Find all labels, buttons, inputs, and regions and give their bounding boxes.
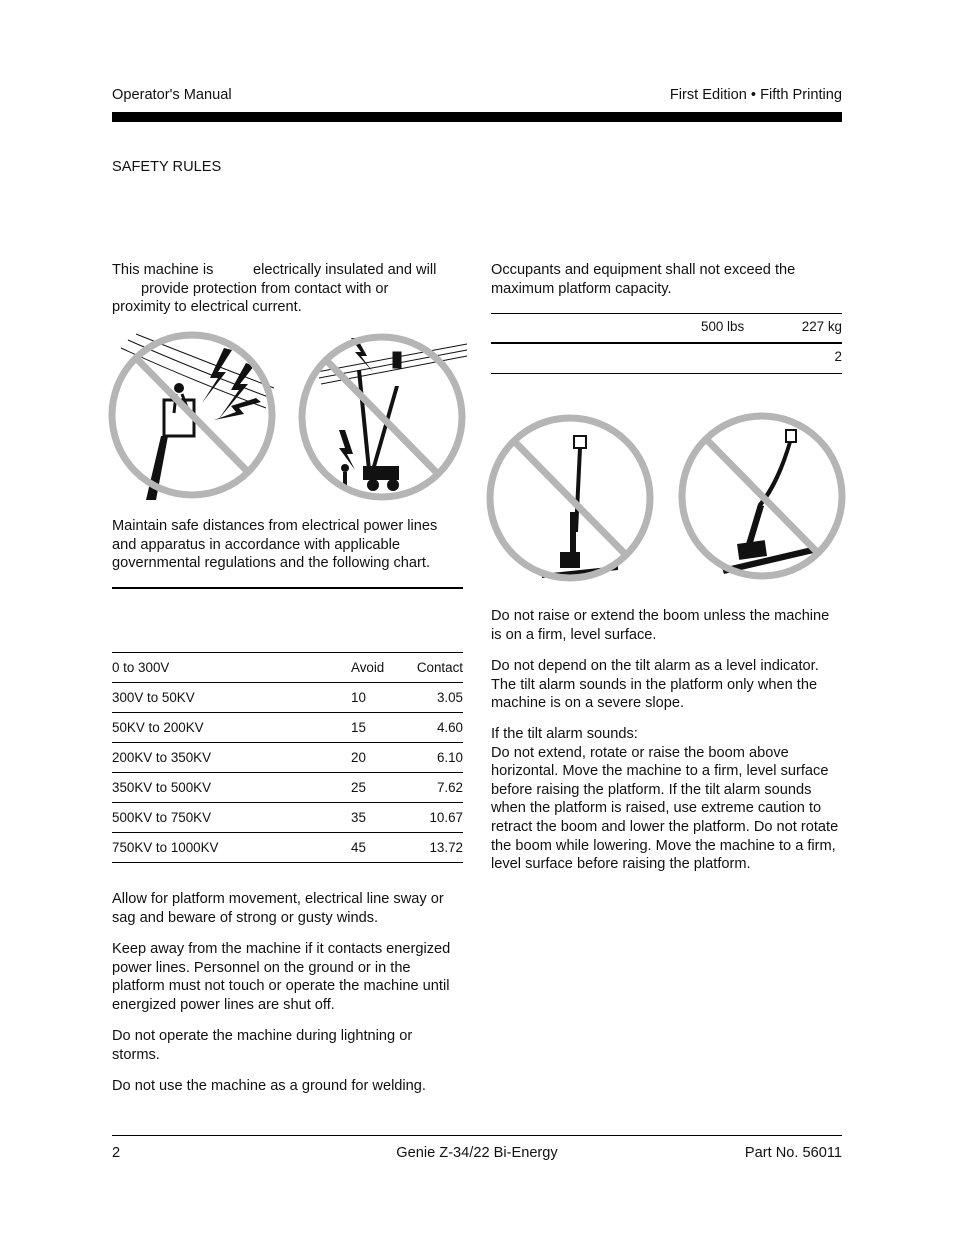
power-line-illustration-2 — [297, 330, 472, 505]
capacity-occupants-row — [491, 348, 842, 372]
distance-ft-cell: Avoid — [351, 660, 385, 675]
distance-ft-cell: 10 — [351, 690, 366, 705]
distance-ft-cell: 25 — [351, 780, 366, 795]
distance-m-cell: 7.62 — [436, 780, 463, 795]
insulation-line1b: electrically insulated and will — [253, 262, 437, 278]
footer-part-number: Part No. 56011 — [744, 1145, 842, 1161]
distance-m-cell: 6.10 — [436, 750, 463, 765]
table-row — [112, 802, 463, 833]
raise-paragraph: Do not raise or extend the boom unless the machine is on a firm, level surface. — [491, 608, 830, 643]
capacity-bottom-rule — [491, 373, 842, 374]
voltage-range-cell: 750KV to 1000KV — [112, 840, 219, 855]
insulation-line2: provide protection from contact with or — [141, 280, 389, 297]
table-row — [112, 772, 463, 803]
header-edition: First Edition • Fifth Printing — [669, 87, 842, 103]
header-rule — [112, 112, 842, 122]
distance-m-cell: Contact — [416, 660, 463, 675]
voltage-range-cell: 500KV to 750KV — [112, 810, 212, 825]
table-bottom-rule — [112, 862, 463, 863]
capacity-top-rule — [491, 313, 842, 314]
table-row — [112, 832, 463, 863]
table-row — [112, 682, 463, 713]
sway-paragraph: Allow for platform movement, electrical line sway or sag and beware of strong or gusty winds. — [112, 891, 444, 926]
page-number: 2 — [112, 1145, 121, 1161]
distance-paragraph: Maintain safe distances from electrical power lines and apparatus in accordance with applicable governmental regulations and the following chart. — [112, 518, 438, 572]
capacity-weight-row — [491, 318, 842, 342]
distance-ft-cell: 45 — [351, 840, 366, 855]
distance-m-cell: 3.05 — [436, 690, 463, 705]
insulation-line1: This machine is — [112, 262, 214, 278]
prohibition-icon — [112, 335, 272, 495]
capacity-occupants: 2 — [834, 349, 842, 364]
capacity-paragraph: Occupants and equipment shall not exceed the maximum platform capacity. — [491, 262, 796, 297]
power-line-illustration-1 — [106, 328, 281, 503]
table-row — [112, 742, 463, 773]
footer-rule — [112, 1135, 842, 1136]
keep-away-paragraph: Keep away from the machine if it contacts energized power lines. Personnel on the ground or in the platform must not touch or operate the machine until energized power lines are shut off. — [112, 941, 451, 1013]
tilt-paragraph: Do not depend on the tilt alarm as a level indicator. The tilt alarm sounds in the platform only when the machine is on a severe slope. — [491, 658, 819, 712]
capacity-kg: 227 kg — [801, 319, 842, 334]
voltage-range-cell: 300V to 50KV — [112, 690, 195, 705]
tilt-alarm-block — [491, 725, 843, 874]
voltage-range-cell: 200KV to 350KV — [112, 750, 212, 765]
distance-m-cell: 13.72 — [429, 840, 463, 855]
insulation-line3: proximity to electrical current. — [112, 299, 302, 316]
table-top-rule — [112, 587, 463, 589]
header-manual-title: Operator's Manual — [112, 87, 232, 103]
voltage-range-cell: 0 to 300V — [112, 660, 170, 675]
capacity-lbs: 500 lbs — [701, 319, 745, 334]
slope-illustration-1 — [486, 412, 658, 584]
distance-ft-cell: 35 — [351, 810, 366, 825]
tilt-alarm-body: Do not extend, rotate or raise the boom above horizontal. Move the machine to a firm, level surface before raising the platform. If the tilt alarm sounds when the platform is raised, use extreme caution to retract the boom and lower the platform. Do not rotate the boom while lowering. Move the machine to a firm, level surface before raising the platform. — [491, 744, 839, 873]
distance-ft-cell: 20 — [351, 750, 366, 765]
lightning-paragraph: Do not operate the machine during lightning or storms. — [112, 1028, 413, 1063]
slope-illustration-2 — [676, 412, 848, 584]
voltage-range-cell: 350KV to 500KV — [112, 780, 212, 795]
welding-paragraph: Do not use the machine as a ground for welding. — [112, 1078, 426, 1094]
distance-ft-cell: 15 — [351, 720, 366, 735]
insulation-paragraph — [112, 261, 464, 317]
tilt-alarm-heading: If the tilt alarm sounds: — [491, 726, 638, 742]
voltage-range-cell: 50KV to 200KV — [112, 720, 204, 735]
footer-model: Genie Z-34/22 Bi-Energy — [396, 1145, 558, 1161]
table-row — [112, 652, 463, 683]
distance-m-cell: 4.60 — [436, 720, 463, 735]
section-title: SAFETY RULES — [112, 159, 222, 175]
distance-m-cell: 10.67 — [429, 810, 463, 825]
table-row — [112, 712, 463, 743]
capacity-mid-rule — [491, 342, 842, 344]
